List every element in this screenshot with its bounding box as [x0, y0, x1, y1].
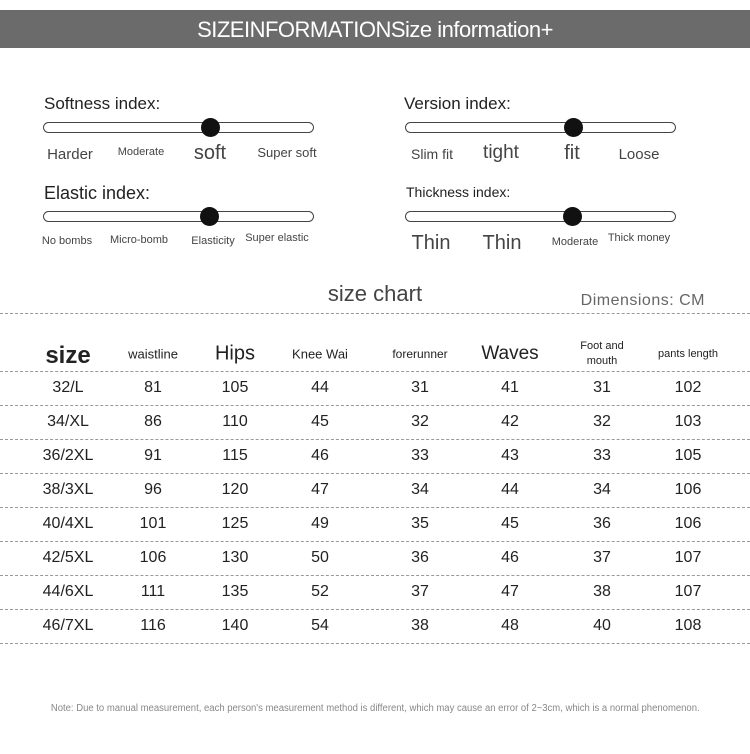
size-cell: 34/XL — [47, 413, 89, 430]
row-divider — [0, 405, 750, 406]
table-cell: 50 — [311, 549, 329, 566]
table-cell: 38 — [411, 617, 429, 634]
size-chart-title: size chart — [327, 281, 423, 306]
table-cell: 102 — [674, 379, 702, 396]
table-cell: 107 — [674, 583, 702, 600]
thickness-index-title: Thickness index: — [406, 184, 511, 200]
table-cell: 106 — [674, 481, 702, 498]
size-cell: 40/4XL — [42, 515, 94, 532]
column-header: Foot and mouth — [580, 340, 624, 367]
softness-label: Super soft — [257, 145, 317, 160]
thickness-label-selected: Moderate — [551, 236, 599, 248]
column-header: Waves — [481, 343, 539, 364]
softness-label: Harder — [47, 146, 93, 163]
column-header: size — [45, 342, 91, 369]
row-divider — [0, 473, 750, 474]
table-cell: 101 — [139, 515, 167, 532]
table-cell: 115 — [222, 447, 248, 464]
size-cell: 32/L — [52, 379, 84, 396]
thickness-label: Thin — [411, 232, 451, 254]
elastic-label: Micro-bomb — [109, 234, 169, 246]
softness-label: Moderate — [117, 146, 165, 158]
table-cell: 116 — [140, 617, 166, 634]
softness-slider-knob — [201, 118, 220, 137]
table-cell: 31 — [411, 379, 429, 396]
column-header: forerunner — [392, 347, 448, 361]
table-cell: 81 — [144, 379, 162, 396]
column-header: pants length — [658, 348, 718, 360]
table-cell: 37 — [411, 583, 429, 600]
table-cell: 36 — [593, 515, 611, 532]
column-header: Hips — [214, 342, 256, 365]
row-divider — [0, 643, 750, 644]
table-cell: 34 — [593, 481, 611, 498]
table-cell: 47 — [501, 583, 519, 600]
column-header: waistline — [128, 346, 178, 362]
elastic-slider-track — [43, 211, 314, 222]
table-cell: 44 — [501, 481, 519, 498]
softness-index-title: Softness index: — [44, 94, 161, 113]
table-cell: 105 — [674, 447, 702, 464]
row-divider — [0, 609, 750, 610]
row-divider — [0, 541, 750, 542]
elastic-slider-knob — [200, 207, 219, 226]
table-cell: 45 — [311, 413, 329, 430]
table-cell: 45 — [501, 515, 519, 532]
table-cell: 35 — [411, 515, 429, 532]
thickness-label: Thick money — [607, 232, 671, 244]
table-cell: 103 — [674, 413, 702, 430]
table-cell: 52 — [311, 583, 329, 600]
table-cell: 130 — [221, 549, 249, 566]
table-cell: 42 — [501, 413, 519, 430]
table-cell: 40 — [593, 617, 611, 634]
table-cell: 49 — [311, 515, 329, 532]
table-cell: 91 — [144, 447, 162, 464]
version-label: Loose — [618, 146, 660, 163]
table-cell: 125 — [221, 515, 249, 532]
table-cell: 44 — [311, 379, 329, 396]
table-cell: 46 — [311, 447, 329, 464]
measurement-note: Note: Due to manual measurement, each person's measurement method is different, which may cause an error of 2~3cm, which is a normal phenomenon. — [50, 703, 700, 714]
row-divider — [0, 507, 750, 508]
table-cell: 36 — [411, 549, 429, 566]
table-cell: 41 — [501, 379, 519, 396]
table-cell: 34 — [411, 481, 429, 498]
table-cell: 120 — [221, 481, 249, 498]
column-header: Knee Wai — [292, 346, 348, 362]
version-label-selected: fit — [564, 142, 580, 164]
table-cell: 54 — [311, 617, 329, 634]
table-cell: 32 — [593, 413, 611, 430]
elastic-label: Super elastic — [245, 232, 309, 244]
size-information-banner: SIZEINFORMATIONSize information+ — [0, 10, 750, 48]
version-slider-track — [405, 122, 676, 133]
table-cell: 43 — [501, 447, 519, 464]
size-cell: 38/3XL — [42, 481, 94, 498]
table-cell: 107 — [674, 549, 702, 566]
version-index-title: Version index: — [404, 94, 511, 113]
size-cell: 42/5XL — [42, 549, 94, 566]
table-cell: 38 — [593, 583, 611, 600]
table-cell: 46 — [501, 549, 519, 566]
softness-label-selected: soft — [193, 142, 227, 164]
table-cell: 135 — [221, 583, 249, 600]
elastic-label: No bombs — [41, 235, 93, 247]
table-cell: 105 — [221, 379, 249, 396]
table-cell: 33 — [411, 447, 429, 464]
table-cell: 110 — [222, 413, 248, 430]
dimensions-unit: Dimensions: CM — [580, 292, 705, 309]
thickness-slider-track — [405, 211, 676, 222]
row-divider — [0, 439, 750, 440]
table-cell: 106 — [139, 549, 167, 566]
softness-slider-track — [43, 122, 314, 133]
version-slider-knob — [564, 118, 583, 137]
table-cell: 140 — [221, 617, 249, 634]
elastic-index-title: Elastic index: — [44, 183, 151, 203]
size-cell: 46/7XL — [42, 617, 94, 634]
table-cell: 111 — [140, 583, 166, 600]
row-divider — [0, 575, 750, 576]
size-cell: 36/2XL — [42, 447, 94, 464]
table-cell: 31 — [593, 379, 611, 396]
table-cell: 106 — [674, 515, 702, 532]
version-label: tight — [483, 142, 519, 163]
divider — [0, 313, 750, 314]
table-cell: 108 — [674, 617, 702, 634]
elastic-label-selected: Elasticity — [191, 235, 235, 247]
size-cell: 44/6XL — [42, 583, 94, 600]
version-label: Slim fit — [411, 146, 453, 162]
table-cell: 96 — [144, 481, 162, 498]
table-cell: 37 — [593, 549, 611, 566]
table-cell: 48 — [501, 617, 519, 634]
table-cell: 32 — [411, 413, 429, 430]
thickness-slider-knob — [563, 207, 582, 226]
row-divider — [0, 371, 750, 372]
table-cell: 33 — [593, 447, 611, 464]
thickness-label: Thin — [482, 232, 522, 254]
table-cell: 47 — [311, 481, 329, 498]
table-cell: 86 — [144, 413, 162, 430]
